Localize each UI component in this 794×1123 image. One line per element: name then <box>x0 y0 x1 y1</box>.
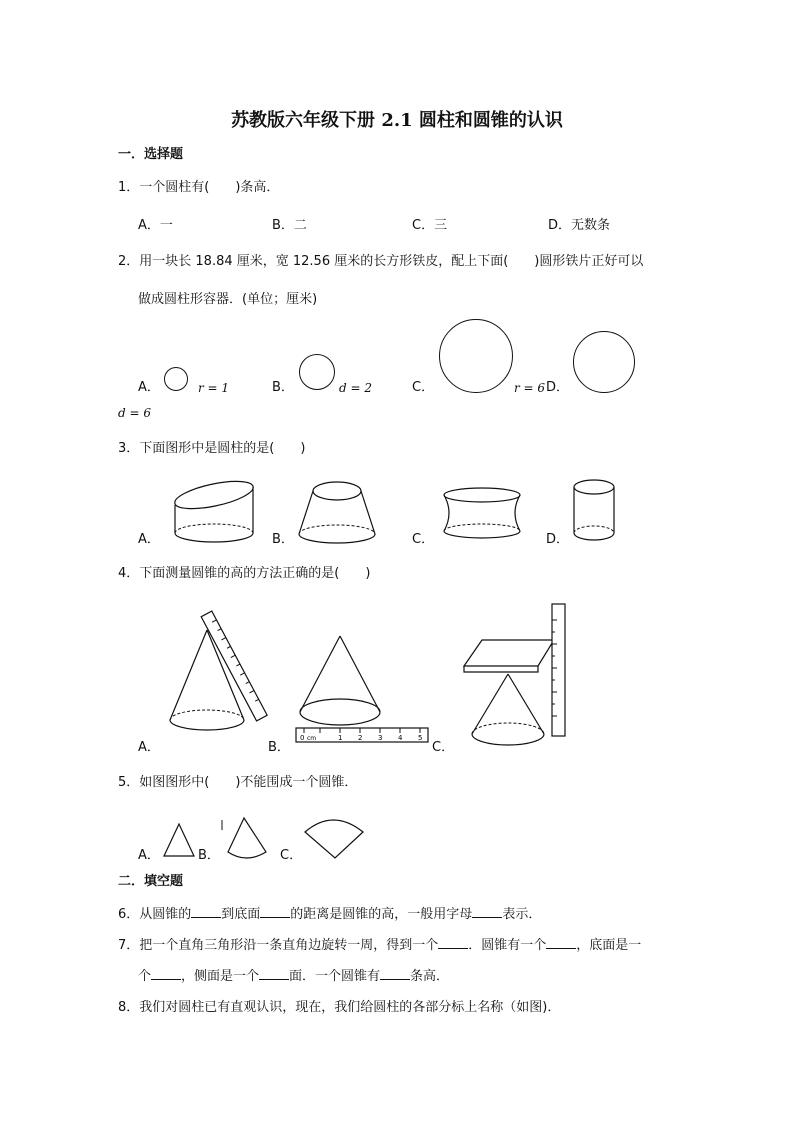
q7-blank-2[interactable] <box>546 936 576 949</box>
q6-text-3: 的距离是圆锥的高，一般用字母 <box>290 907 473 922</box>
question-1-stem: 1．一个圆柱有( )条高． <box>118 180 280 195</box>
q4-ruler-tick-5: 5 <box>418 734 423 742</box>
q2-option-b[interactable]: B． <box>272 380 294 395</box>
q5-sector-large <box>303 810 365 862</box>
question-7-line2 <box>138 967 449 985</box>
q7-text-7: 条高． <box>410 969 450 984</box>
q1-option-b[interactable]: B．二 <box>272 218 307 233</box>
question-5-stem: 5．如图图形中( )不能围成一个圆锥． <box>118 775 358 790</box>
q5-option-b[interactable]: B． <box>198 848 220 863</box>
q3-concave-cylinder <box>440 485 524 545</box>
section-heading-choice: 一．选择题 <box>118 147 184 162</box>
q2-circle-b <box>298 353 338 393</box>
q6-text-2: 到底面 <box>221 907 261 922</box>
q7-text-4: 个 <box>138 969 152 984</box>
question-6 <box>118 905 541 923</box>
q2-circle-a <box>163 366 191 394</box>
q4-option-b[interactable]: B． <box>268 740 290 755</box>
section-heading-fill: 二．填空题 <box>118 874 184 889</box>
q6-blank-3[interactable] <box>472 905 502 918</box>
q7-blank-3[interactable] <box>151 967 181 980</box>
q1-option-c[interactable]: C．三 <box>412 218 448 233</box>
q6-blank-2[interactable] <box>260 905 290 918</box>
q7-text-3: ，底面是一 <box>576 938 642 953</box>
q5-triangle <box>162 822 196 858</box>
q2-value-a: r = 1 <box>198 381 230 395</box>
q4-ruler-tick-4: 4 <box>398 734 403 742</box>
q7-text-5: ，侧面是一个 <box>181 969 260 984</box>
q4-ruler-tick-3: 3 <box>378 734 383 742</box>
question-2-stem-line2: 做成圆柱形容器．(单位；厘米) <box>138 292 318 307</box>
q7-blank-4[interactable] <box>259 967 289 980</box>
q2-option-d[interactable]: D． <box>546 380 570 395</box>
q2-value-d: d = 6 <box>118 406 151 420</box>
question-3-stem: 3．下面图形中是圆柱的是( ) <box>118 441 306 456</box>
q5-option-c[interactable]: C． <box>280 848 303 863</box>
q5-sector-small <box>220 814 272 862</box>
q2-option-c[interactable]: C． <box>412 380 435 395</box>
q7-text-6: 面．一个圆锥有 <box>289 969 381 984</box>
q2-value-b: d = 2 <box>339 381 372 395</box>
q7-blank-5[interactable] <box>380 967 410 980</box>
q3-option-c[interactable]: C． <box>412 532 435 547</box>
q1-option-d[interactable]: D．无数条 <box>548 218 611 233</box>
q4-figure-c-board-ruler <box>458 600 570 750</box>
q2-option-a[interactable]: A． <box>138 380 160 395</box>
q4-option-a[interactable]: A． <box>138 740 160 755</box>
q4-ruler-unit: cm <box>307 735 317 742</box>
q4-option-c[interactable]: C． <box>432 740 455 755</box>
question-2-stem-line1: 2．用一块长 18.84 厘米，宽 12.56 厘米的长方形铁皮，配上下面( )圆形铁片正好可以 <box>118 254 644 269</box>
q2-circle-d <box>572 330 636 394</box>
q4-ruler-tick-2: 2 <box>358 734 363 742</box>
q4-figure-b-base-ruler <box>294 632 430 750</box>
q5-option-a[interactable]: A． <box>138 848 160 863</box>
q7-text-2: ．圆锥有一个 <box>468 938 547 953</box>
q3-slanted-cylinder <box>160 475 260 545</box>
q6-text-1: 6．从圆锥的 <box>118 907 192 922</box>
q3-option-d[interactable]: D． <box>546 532 570 547</box>
page-title: 苏教版六年级下册 2.1 圆柱和圆锥的认识 <box>231 110 563 131</box>
question-8-stem: 8．我们对圆柱已有直观认识，现在，我们给圆柱的各部分标上名称（如图)． <box>118 1000 561 1015</box>
question-7-line1 <box>118 936 641 954</box>
q2-value-c: r = 6 <box>514 381 546 395</box>
q4-figure-a-tilted-ruler <box>160 602 270 752</box>
q1-option-a[interactable]: A．一 <box>138 218 173 233</box>
q3-cylinder <box>571 477 619 547</box>
q4-ruler-tick-0: 0 <box>300 734 305 742</box>
q6-blank-1[interactable] <box>191 905 221 918</box>
q3-option-a[interactable]: A． <box>138 532 160 547</box>
q6-text-4: 表示． <box>502 907 542 922</box>
q3-frustum <box>296 478 378 548</box>
q7-text-1: 7．把一个直角三角形沿一条直角边旋转一周，得到一个 <box>118 938 439 953</box>
q2-circle-c <box>438 318 516 396</box>
q3-option-b[interactable]: B． <box>272 532 294 547</box>
q7-blank-1[interactable] <box>438 936 468 949</box>
q4-ruler-tick-1: 1 <box>338 734 343 742</box>
question-4-stem: 4．下面测量圆锥的高的方法正确的是( ) <box>118 566 371 581</box>
